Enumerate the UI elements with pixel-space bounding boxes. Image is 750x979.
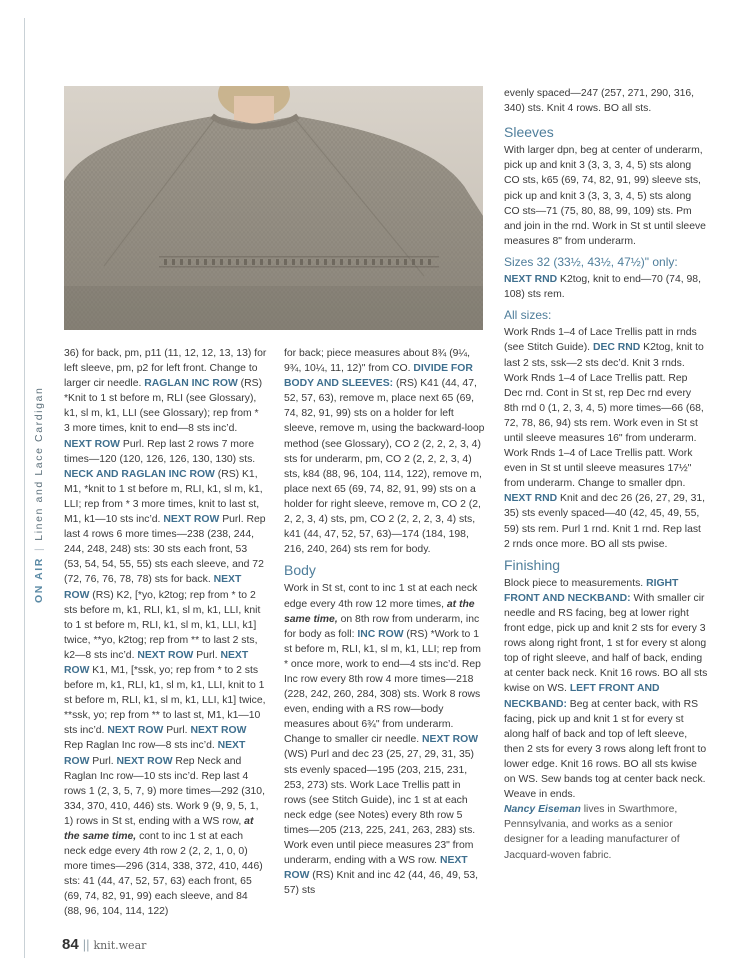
body-text-run: on 8th row from underarm, inc for body as foll: xyxy=(284,613,480,640)
bold-term: NEXT ROW xyxy=(107,725,164,737)
column-2 xyxy=(284,346,485,898)
bold-term: NEXT ROW xyxy=(190,725,247,737)
bold-term: NEXT RND xyxy=(504,493,558,505)
finishing-heading: Finishing xyxy=(504,556,561,573)
bold-term: DEC RND xyxy=(592,342,641,354)
body-text-run: lives in Swarthmore, Pennsylvania, and works as a senior designer for a leading manufacturer of Jacquard-woven fabric. xyxy=(504,804,680,861)
section-label: ON AIR xyxy=(33,557,45,603)
body-text-run: 36) for back, pm, p11 (11, 12, 12, 13, 13) for left sleeve, pm, p2 for left front. Change to larger cir needle. xyxy=(64,348,267,390)
bold-term: Nancy Eiseman xyxy=(504,804,581,816)
body-text-run: Purl. xyxy=(89,755,117,767)
body-text-run: (RS) K1, M1, *knit to 1 st before m, RLI, k1, sl m, k1, LLI; rep from * 3 more times, knit to last st, M1, k1—10 sts inc’d. xyxy=(64,468,263,526)
magazine-name: knit.wear xyxy=(93,939,147,952)
emphasis-text: at the same time, xyxy=(64,815,254,842)
body-text-run: Rep Raglan Inc row—8 sts inc’d. xyxy=(64,740,218,752)
sizes-text xyxy=(504,272,708,302)
bold-term: NEXT ROW xyxy=(284,855,468,882)
body-text-run: Work Rnds 1–4 of Lace Trellis patt in rnds (see Stitch Guide). xyxy=(504,327,697,354)
cardigan-photo xyxy=(64,86,483,330)
body-text-run: Beg at center back, with RS facing, pick up and knit 1 st for every st along half of back and top of left sleeve, then 2 sts for every 3 rows along left front to lower edge. Knit 16 rows. BO all sts kwise on WS. Sew bands tog at center back neck. Weave in ends. xyxy=(504,698,707,801)
body-text-run: Purl. xyxy=(163,725,191,737)
sidebar-rule xyxy=(24,18,25,958)
body-text-run: With smaller cir needle and RS facing, beg at lower right front edge, pick up and knit 2 sts for every 3 rows along right front, 1 st for every st along top of right sleeve, and half of back, ending at center back neck. Knit 16 rows. BO all sts kwise on WS. xyxy=(504,592,708,695)
body-text-run: evenly spaced—247 (257, 271, 290, 316, 340) sts. Knit 4 rows. BO all sts. xyxy=(504,88,695,115)
column-1 xyxy=(64,346,267,920)
bold-term: LEFT FRONT AND NECKBAND: xyxy=(504,683,660,710)
bold-term: NEXT ROW xyxy=(64,649,249,676)
body-text-run: for back; piece measures about 8¾ (9¼, 9¾, 10¼, 11, 12)" from CO. xyxy=(284,348,470,375)
body-text-run: (RS) *Work to 1 st before m, RLI, k1, sl m, k1, LLI; rep from * once more, work to end—4 sts inc’d. Rep Inc row every 8th row 4 more times—218 (228, 242, 260, 284, 308) sts. Work 8 rows even, ending with a RS row—body measures about 6¾" from underarm. Change to smaller cir needle. xyxy=(284,628,481,746)
body-text-run: Block piece to measurements. xyxy=(504,577,647,589)
column-1-text xyxy=(64,346,267,920)
page-footer: 84 || knit.wear xyxy=(62,936,147,953)
body-text-run: Knit and dec 26 (26, 27, 29, 31, 35) sts evenly spaced—40 (42, 45, 49, 55, 59) sts rem. Purl 1 rnd. Knit 1 rnd. Rep last 2 rnds once more. BO all sts pwise. xyxy=(504,493,706,550)
body-text-run: Work in St st, cont to inc 1 st at each neck edge every 4th row 12 more times, xyxy=(284,583,478,610)
bold-term: NEXT ROW xyxy=(163,514,220,526)
designer-bio xyxy=(504,802,708,862)
body-text-run: K2tog, knit to last 2 sts, ssk—2 sts dec’d. Knit 3 rnds. Work Rnds 1–4 of Lace Trellis patt. Rep Dec rnd. Cont in St st, rep Dec rnd every 8th rnd 0 (1, 2, 3, 4, 5) more times—66 (68, 72, 78, 86, 94) sts rem. Work even in St st until sleeve measures 16" from underarm. Work Rnds 1–4 of Lace Trellis patt. Work even in St st until sleeve measures 17½" from underarm. Change to smaller dpn. xyxy=(504,342,704,490)
body-text-run: (RS) K41 (44, 47, 52, 57, 63), remove m, place next 65 (69, 74, 82, 91, 99) sts on a holder for left sleeve, remove m, using the backward-loop method (see Glossary), CO 2 (2, 2, 2, 3, 4) sts for underarm, pm, CO 2 (2, 2, 2, 3, 4) sts, k84 (88, 96, 104, 114, 122), remove m, place next 65 (69, 74, 82, 91, 99) sts on a holder for right sleeve, remove m, CO 2 (2, 2, 2, 3, 4) sts, pm, CO 2 (2, 2, 2, 3, 4) sts, k41 (44, 47, 52, 57, 63)—174 (184, 198, 216, 240, 264) sts rem for body. xyxy=(284,378,485,556)
all-sizes-heading: All sizes: xyxy=(504,308,552,323)
bold-term: NEXT ROW xyxy=(64,740,246,767)
page-number: 84 xyxy=(62,936,79,953)
bold-term: NEXT ROW xyxy=(64,574,242,601)
article-label: Linen and Lace Cardigan xyxy=(33,386,45,541)
bold-term: NEXT ROW xyxy=(422,734,479,746)
body-text-run: cont to inc 1 st at each neck edge every 4th row 2 (2, 2, 1, 0, 0) more times—296 (314, 338, 372, 410, 446) sts: 41 (44, 47, 52, 57, 63) each front, 65 (69, 74, 82, 91, 99) each sleeve, and 84 (88, 96, 104, 114, 122) xyxy=(64,831,263,918)
body-heading: Body xyxy=(284,562,316,579)
bold-term: DIVIDE FOR BODY AND SLEEVES: xyxy=(284,363,473,390)
body-text-run: K2tog, knit to end—70 (74, 98, 108) sts rem. xyxy=(504,274,701,301)
emphasis-text: at the same time, xyxy=(284,598,475,625)
bold-term: NEXT RND xyxy=(504,274,558,286)
body-text-run: K1, M1, [*ssk, yo; rep from * to 2 sts before m, k1, RLI, k1, sl m, k1, LLI, knit to 1 st before m, RLI, k1, sl m, k1, LLI, k1] twice, **ssk, yo; rep from ** to last st, M1, k1—10 sts inc’d. xyxy=(64,664,266,737)
cardigan-back-illustration xyxy=(64,86,483,330)
body-text-run: With larger dpn, beg at center of underarm, pick up and knit 3 (3, 3, 3, 4, 5) sts along CO sts, k65 (69, 74, 82, 91, 99) sleeve sts, pick up and knit 3 (3, 3, 3, 4, 5) sts along CO sts—71 (75, 80, 88, 99, 109) sts. Pm and join in the rnd. Work in St st until sleeve measures 8" from underarm. xyxy=(504,145,706,247)
all-sizes-text xyxy=(504,325,708,551)
running-head: ON AIR|Linen and Lace Cardigan xyxy=(33,386,45,603)
bold-term: NECK AND RAGLAN INC ROW xyxy=(64,468,215,480)
body-text-run: Rep Neck and Raglan Inc row—10 sts inc’d. Rep last 4 rows 1 (2, 3, 5, 7, 9) more times—292 (310, 334, 370, 410, 446) sts. Work 9 (9, 9, 5, 1, 1) rows in St st, ending with a WS row, xyxy=(64,755,265,827)
body-text-run: (RS) Knit and inc 42 (44, 46, 49, 53, 57) sts xyxy=(284,870,479,897)
body-text-run: (RS) *Knit to 1 st before m, RLI (see Glossary), k1, sl m, k1, LLI (see Glossary); rep from * 3 more times, knit to end—8 sts inc’d. xyxy=(64,378,263,435)
body-text-run: Purl. Rep last 2 rows 7 more times—120 (120, 126, 126, 130, 130) sts. xyxy=(64,438,256,465)
column-3-text-top xyxy=(504,86,708,116)
bold-term: RAGLAN INC ROW xyxy=(144,378,238,390)
bold-term: NEXT ROW xyxy=(116,755,173,767)
body-text-run: Purl. xyxy=(193,649,221,661)
column-2-text-top xyxy=(284,346,485,557)
sleeves-text xyxy=(504,143,708,249)
bold-term: INC ROW xyxy=(357,628,404,640)
column-3 xyxy=(504,86,708,863)
body-text-run: Purl. Rep last 4 rows 6 more times—238 (238, 244, 244, 248, 248) sts: 30 sts each front, 53 (53, 54, 54, 55, 55) sts each sleeve, and 72 (72, 76, 76, 78, 78) sts for back. xyxy=(64,514,266,586)
body-text-run: (WS) Purl and dec 23 (25, 27, 29, 31, 35) sts evenly spaced—195 (203, 215, 231, 253, 273) sts. Work Lace Trellis patt in rows (see Stitch Guide), inc 1 st at each neck edge (see Notes) every 8th row 5 times—205 (213, 225, 241, 263, 283) sts. Work even until piece measures 23" from underarm, ending with a WS row. xyxy=(284,749,476,867)
sleeves-heading: Sleeves xyxy=(504,124,554,141)
sizes-heading: Sizes 32 (33½, 43½, 47½)" only: xyxy=(504,254,678,269)
bold-term: NEXT ROW xyxy=(64,438,120,450)
body-text-run: (RS) K2, [*yo, k2tog; rep from * to 2 sts before m, k1, RLI, k1, sl m, k1, LLI, knit to 1 st before m, RLI, k1, sl m, k1, LLI, k1] twice, **yo, k2tog; rep from ** to last 2 sts, k2—8 sts inc’d. xyxy=(64,589,261,661)
bold-term: NEXT ROW xyxy=(137,649,194,661)
bold-term: RIGHT FRONT AND NECKBAND: xyxy=(504,577,679,604)
finishing-text xyxy=(504,576,708,802)
body-text xyxy=(284,581,485,898)
